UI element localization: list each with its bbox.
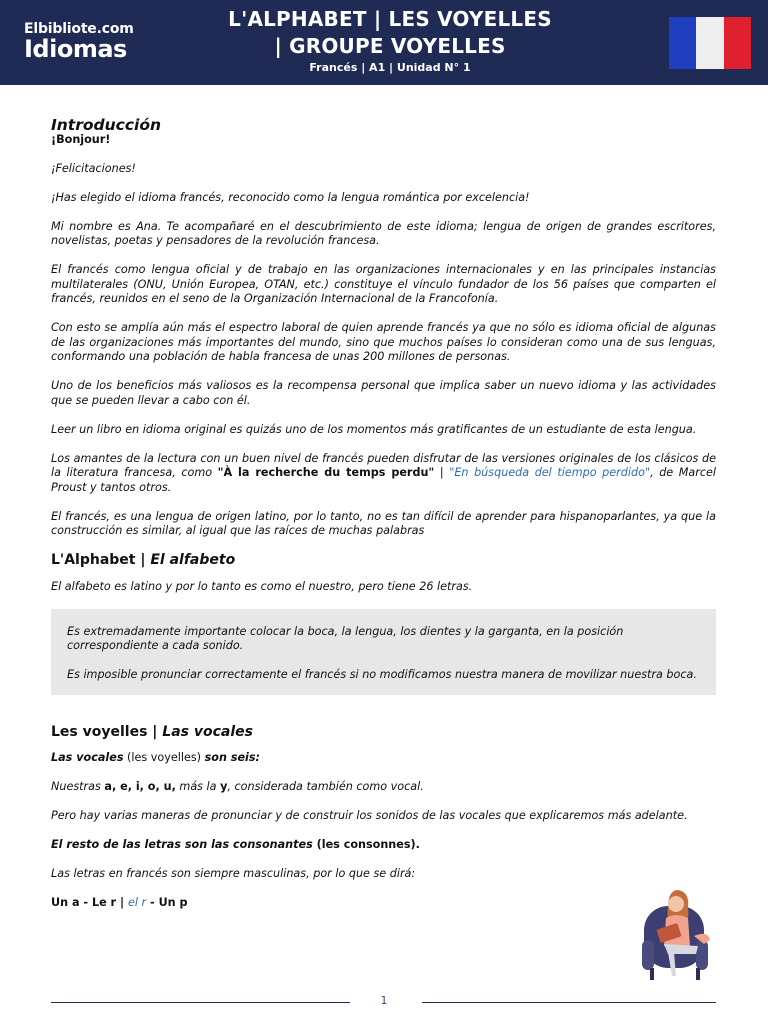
flag-white-stripe	[696, 17, 723, 69]
flag-red-stripe	[724, 17, 751, 69]
heading-translation: Las vocales	[162, 723, 253, 740]
translation-link: el r	[127, 896, 147, 909]
alphabet-paragraph: El alfabeto es latino y por lo tanto es como el nuestro, pero tiene 26 letras.	[51, 579, 473, 593]
pronunciation-note-box	[51, 609, 716, 695]
logo-top-text: Elbibliote.com	[24, 21, 134, 37]
chair-leg	[696, 968, 700, 980]
page-number: 1	[380, 994, 388, 1007]
vowels-line: Las letras en francés son siempre masculinas, por lo que se dirá:	[51, 867, 416, 880]
document-subtitle: Francés | A1 | Unidad N° 1	[309, 61, 471, 74]
text-run: Un p	[158, 896, 188, 909]
text-run: |	[116, 896, 128, 909]
note-paragraph: Es imposible pronunciar correctamente el francés si no modificamos nuestra manera de movilizar nuestra boca.	[67, 668, 697, 681]
text-run: , considerada también como vocal.	[227, 780, 424, 793]
vowel-list: a, e, i, o, u,	[104, 780, 176, 793]
footer-rule-right	[422, 1002, 716, 1003]
intro-paragraph: Mi nombre es Ana. Te acompañaré en el descubrimiento de este idioma; lengua de origen de grandes escritores, novelistas, poetas y pensadores de la revolución francesa.	[51, 219, 716, 247]
armchair-arm-left	[642, 940, 654, 970]
text-run: -	[146, 896, 159, 909]
site-logo	[24, 22, 134, 61]
title-line-1: L'ALPHABET | LES VOYELLES	[228, 7, 552, 31]
intro-heading: Introducción	[51, 116, 162, 134]
flag-blue-stripe	[669, 17, 696, 69]
woman-reading-illustration	[638, 884, 716, 982]
vowels-line	[51, 838, 716, 853]
text-run: más la	[175, 780, 221, 793]
letter-examples	[51, 896, 716, 911]
document-title	[180, 6, 600, 60]
page-header	[0, 0, 768, 85]
text-run: Las vocales	[51, 751, 124, 764]
text-run: (les consonnes).	[312, 838, 420, 851]
text-run: Nuestras	[51, 780, 105, 793]
text-run: El resto de las letras son las consonantes	[51, 838, 313, 851]
book-title-spanish-link[interactable]: "En búsqueda del tiempo perdido"	[449, 466, 651, 479]
vowels-line: Pero hay varias maneras de pronunciar y de construir los sonidos de las vocales que explicaremos más adelante.	[51, 809, 688, 822]
alphabet-heading	[51, 553, 716, 568]
heading-text: L'Alphabet |	[51, 552, 151, 568]
vowels-heading	[51, 725, 716, 740]
vowels-line	[51, 751, 716, 766]
text-run: , de Marcel Proust y tantos otros.	[51, 466, 717, 494]
note-paragraph: Es extremadamente importante colocar la boca, la lengua, los dientes y la garganta, en la posición correspondiente a cada sonido.	[67, 624, 624, 652]
intro-paragraph: Uno de los beneficios más valiosos es la recompensa personal que implica saber un nuevo idioma y las actividades que se pueden llevar a cabo con él.	[51, 379, 716, 407]
france-flag-icon	[669, 17, 751, 69]
chair-leg	[650, 968, 654, 980]
vowels-line	[51, 780, 716, 795]
intro-paragraph: ¡Has elegido el idioma francés, reconocido como la lengua romántica por excelencia!	[51, 190, 530, 204]
book-title-french: "À la recherche du temps perdu"	[217, 466, 435, 479]
intro-paragraph: Con esto se amplía aún más el espectro laboral de quien aprende francés ya que no sólo es idioma oficial de algunas de las organizaciones más importantes del mundo, sino que muchos países lo consideran como una de sus lenguas, conformando una población de habla francesa de unas 200 millones de personas.	[51, 321, 716, 363]
vowel-y: y	[220, 780, 228, 793]
text-run: Los amantes de la lectura con un buen nivel de francés pueden disfrutar de las versiones originales de los clásicos de la literatura francesa, como	[51, 451, 716, 479]
greeting: ¡Bonjour!	[51, 132, 111, 146]
text-run: Le r	[91, 896, 117, 909]
logo-bottom-text: Idiomas	[24, 35, 127, 63]
intro-paragraph: El francés, es una lengua de origen latino, por lo tanto, no es tan difícil de aprender para hispanoparlantes, ya que la construcción es similar, al igual que las raíces de muchas palabras	[51, 509, 716, 537]
heading-translation: El alfabeto	[150, 552, 236, 568]
text-run: (les voyelles)	[123, 751, 205, 764]
face	[668, 896, 684, 912]
armchair-arm-right	[696, 940, 708, 970]
intro-paragraph: ¡Felicitaciones!	[51, 161, 136, 175]
intro-paragraph: El francés como lengua oficial y de trabajo en las organizaciones internacionales y en las principales instancias multilaterales (ONU, Unión Europea, OTAN, etc.) constituye el vínculo fundador de los 56 países que comparten el francés, reunidos en el seno de la Organización Internacional de la Francofonía.	[51, 263, 716, 305]
heading-text: Les voyelles |	[51, 723, 163, 740]
footer-rule-left	[51, 1002, 350, 1003]
text-run: Un a -	[51, 896, 92, 909]
text-run: |	[434, 466, 450, 479]
document-body	[51, 118, 716, 925]
text-run: son seis:	[204, 751, 261, 764]
intro-paragraph: Leer un libro en idioma original es quizás uno de los momentos más gratificantes de un estudiante de esta lengua.	[51, 422, 697, 436]
title-line-2: | GROUPE VOYELLES	[274, 34, 506, 58]
intro-paragraph-proust	[51, 452, 716, 496]
